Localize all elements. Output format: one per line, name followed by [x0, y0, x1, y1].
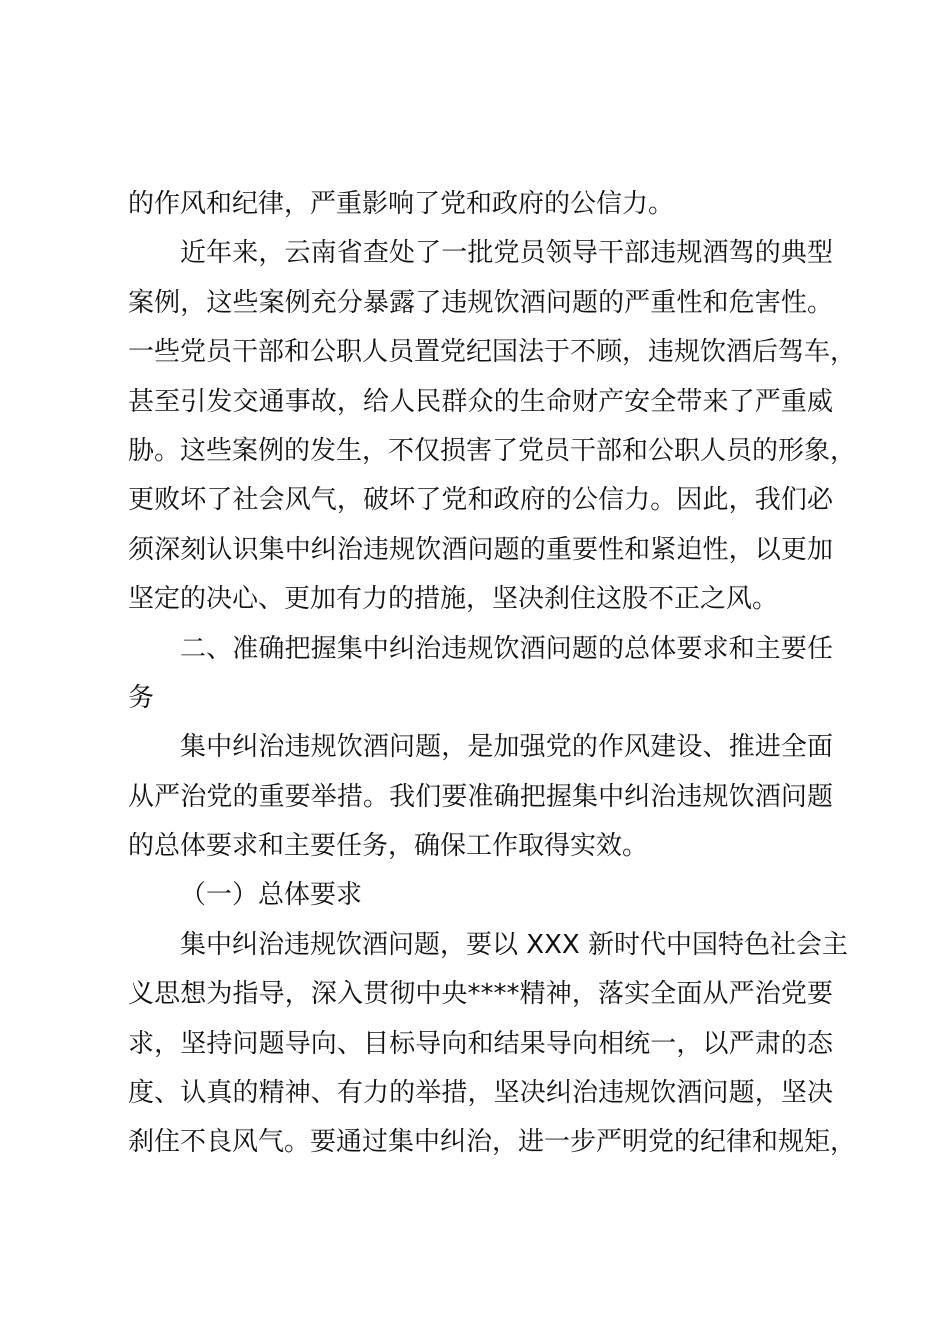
text-line: 须深刻认识集中纠治违规饮酒问题的重要性和紧迫性，以更加 [128, 534, 833, 565]
text-line: 度、认真的精神、有力的举措，坚决纠治违规饮酒问题，坚决 [128, 1078, 833, 1109]
text-line: 案例，这些案例充分暴露了违规饮酒问题的严重性和危害性。 [128, 287, 833, 318]
text-line: 义思想为指导，深入贯彻中央****精神，落实全面从严治党要 [128, 979, 833, 1010]
text-line: 的作风和纪律，严重影响了党和政府的公信力。 [128, 189, 675, 219]
text-line: 求，坚持问题导向、目标导向和结果导向相统一，以严肃的态 [128, 1028, 833, 1059]
text-line: 甚至引发交通事故，给人民群众的生命财产安全带来了严重威 [128, 386, 833, 417]
paragraph-first-line: 集中纠治违规饮酒问题，要以 XXX 新时代中国特色社会主 [180, 929, 848, 960]
document-body [128, 180, 857, 1168]
text-line: 刹住不良风气。要通过集中纠治，进一步严明党的纪律和规矩， [128, 1127, 857, 1158]
text-line: 一些党员干部和公职人员置党纪国法于不顾，违规饮酒后驾车， [128, 337, 857, 368]
text-line: 更败坏了社会风气，破坏了党和政府的公信力。因此，我们必 [128, 485, 833, 516]
text-line: 从严治党的重要举措。我们要准确把握集中纠治违规饮酒问题 [128, 781, 833, 812]
section-heading-continued: 务 [128, 682, 155, 713]
text-line: 坚定的决心、更加有力的措施，坚决刹住这股不正之风。 [128, 584, 779, 615]
subsection-heading: （一）总体要求 [180, 880, 363, 911]
text-line: 的总体要求和主要任务，确保工作取得实效。 [128, 831, 649, 862]
paragraph-first-line: 集中纠治违规饮酒问题，是加强党的作风建设、推进全面 [180, 732, 833, 763]
paragraph-first-line: 近年来，云南省查处了一批党员领导干部违规酒驾的典型 [180, 238, 833, 269]
text-line: 胁。这些案例的发生，不仅损害了党员干部和公职人员的形象， [128, 435, 857, 466]
section-heading: 二、准确把握集中纠治违规饮酒问题的总体要求和主要任 [180, 633, 833, 664]
